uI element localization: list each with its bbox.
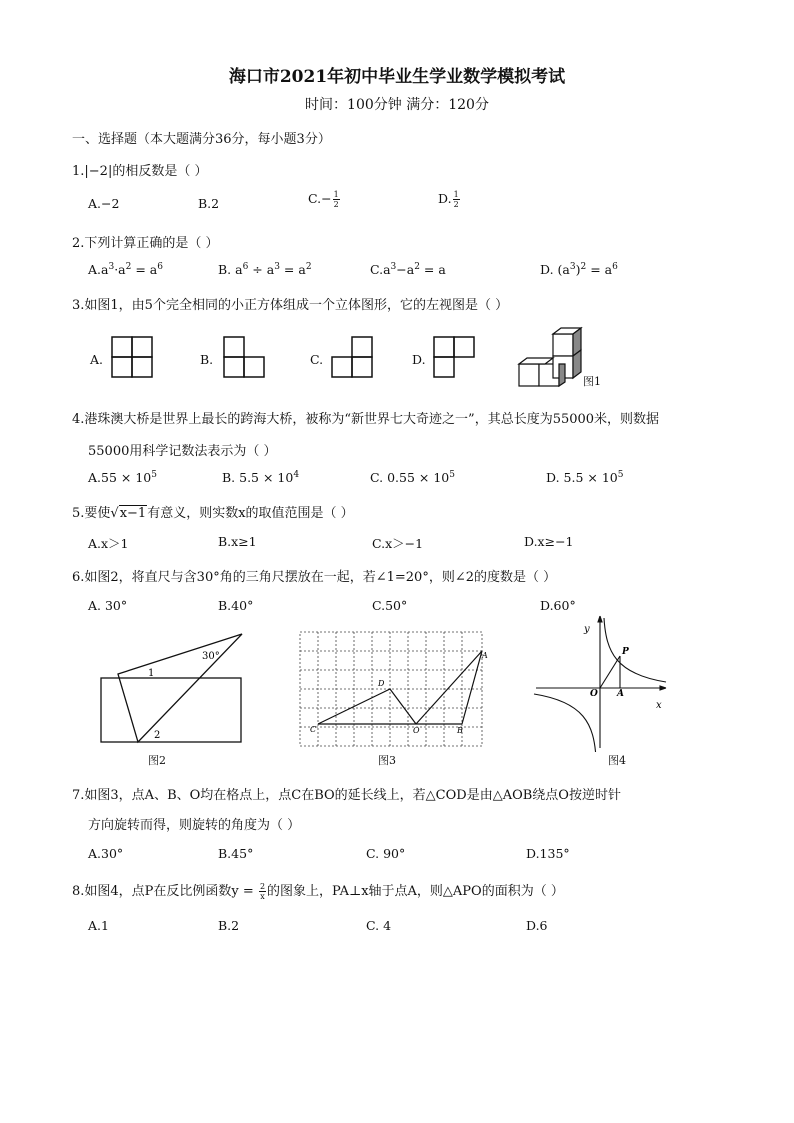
fig4-x-axis-label: x [656,700,662,711]
q7-option-c: C. 90° [366,846,406,861]
fig3-point-b: B [457,726,463,735]
q8-option-b: B.2 [218,918,240,933]
q1-option-c: C.− $\frac{1}{2}$ [308,190,339,209]
q5-option-a: A.x＞1 [88,536,129,551]
question-7-stem-line2: 方向旋转而得，则旋转的角度为（ ） [88,818,301,833]
q4-option-a: $A.55 \times 10^5$ [88,470,157,486]
question-4-stem-line2: 55000用科学记数法表示为（ ） [88,444,277,459]
q3-option-d-label: D. [412,352,426,367]
section-heading: 一、选择题（本大题满分36分，每小题3分） [72,132,331,147]
q3-option-d-figure [432,335,478,381]
q6-option-d: D.60° [540,598,576,613]
fig3-caption: 图3 [378,754,396,767]
question-5-stem: 5.要使√x−1有意义，则实数x的取值范围是（ ） [72,506,354,521]
question-3-stem: 3.如图1，由5个完全相同的小正方体组成一个立体图形，它的左视图是（ ） [72,298,509,313]
fig3-grid-rotation [296,628,488,750]
q3-option-a-label: A. [90,352,104,367]
q7-option-d: D.135° [526,846,570,861]
q3-option-c-figure [330,335,376,381]
fig2-angle-30: 30° [202,651,220,662]
q5-option-c: C.x＞−1 [372,536,424,551]
q2-option-b: B. $a^6 \div a^3 = a^2$ [218,262,312,278]
fig4-origin: O [590,689,598,699]
page-title: 海口市2021年初中毕业生学业数学模拟考试 [228,67,566,87]
question-7-stem-line1: 7.如图3，点A、B、O均在格点上，点C在BO的延长线上，若△COD是由△AOB绕点O按逆时针 [72,788,621,803]
question-4-stem-line1: 4.港珠澳大桥是世界上最长的跨海大桥，被称为“新世界七大奇迹之一”，其总长度为55000米，则数据 [72,412,660,427]
q3-option-b-label: B. [200,352,214,367]
q5-option-b: B.x≥1 [218,534,257,549]
fig3-point-a: A [482,651,488,660]
q6-option-c: C.50° [372,598,408,613]
q6-option-a: A. 30° [88,598,128,613]
q5-option-d: D.x≥−1 [524,534,574,549]
q4-option-b: B. $5.5 \times 10^4$ [222,470,300,486]
q2-option-c: $C.a^3-a^2 = a$ [370,262,446,278]
exam-info: 时间：100分钟 满分：120分 [305,97,489,113]
q1-option-a: A.−2 [88,196,120,211]
q7-option-a: A.30° [88,846,124,861]
q4-option-c: C. $0.55 \times 10^5$ [370,470,455,486]
fig2-angle-2: 2 [154,730,161,741]
fig3-point-o: O [413,726,420,735]
fig1-caption: 图1 [583,375,601,388]
question-2-stem: 2.下列计算正确的是（ ） [72,236,219,251]
fig4-inverse-function [532,612,672,752]
q1-option-b: B.2 [198,196,220,211]
fig4-caption: 图4 [608,754,626,767]
q2-option-a: $A.a^3\cdot a^2 = a^6$ [88,262,163,278]
question-8-stem: 8.如图4，点P在反比例函数y = $\frac{2}{x}$ 的图象上，PA⊥x轴于点A，则△APO的面积为（ ） [72,882,564,901]
fig4-point-a: A [617,689,624,699]
fig2-angle-1: 1 [148,668,155,679]
q8-option-a: A.1 [88,918,109,933]
fig3-point-c: C [310,725,317,734]
question-1-stem: 1.|−2|的相反数是（ ） [72,164,208,179]
fig2-ruler-triangle [96,628,250,748]
fig4-point-p: P [622,647,629,657]
q6-option-b: B.40° [218,598,254,613]
fig3-point-d: D [378,679,385,688]
q7-option-b: B.45° [218,846,254,861]
question-6-stem: 6.如图2，将直尺与含30°角的三角尺摆放在一起，若∠1=20°，则∠2的度数是（ ） [72,570,557,585]
q3-fig1-cubes [515,322,585,392]
fig4-y-axis-label: y [584,624,590,635]
fig2-caption: 图2 [148,754,166,767]
q4-option-d: D. $5.5 \times 10^5$ [546,470,624,486]
q3-option-b-figure [222,335,268,381]
q1-option-d: D. $\frac{1}{2}$ [438,190,459,209]
q2-option-d: D. $(a^3)^2 = a^6$ [540,262,618,278]
q8-option-d: D.6 [526,918,548,933]
q3-option-c-label: C. [310,352,324,367]
q8-option-c: C. 4 [366,918,392,933]
q3-option-a-figure [110,335,156,381]
